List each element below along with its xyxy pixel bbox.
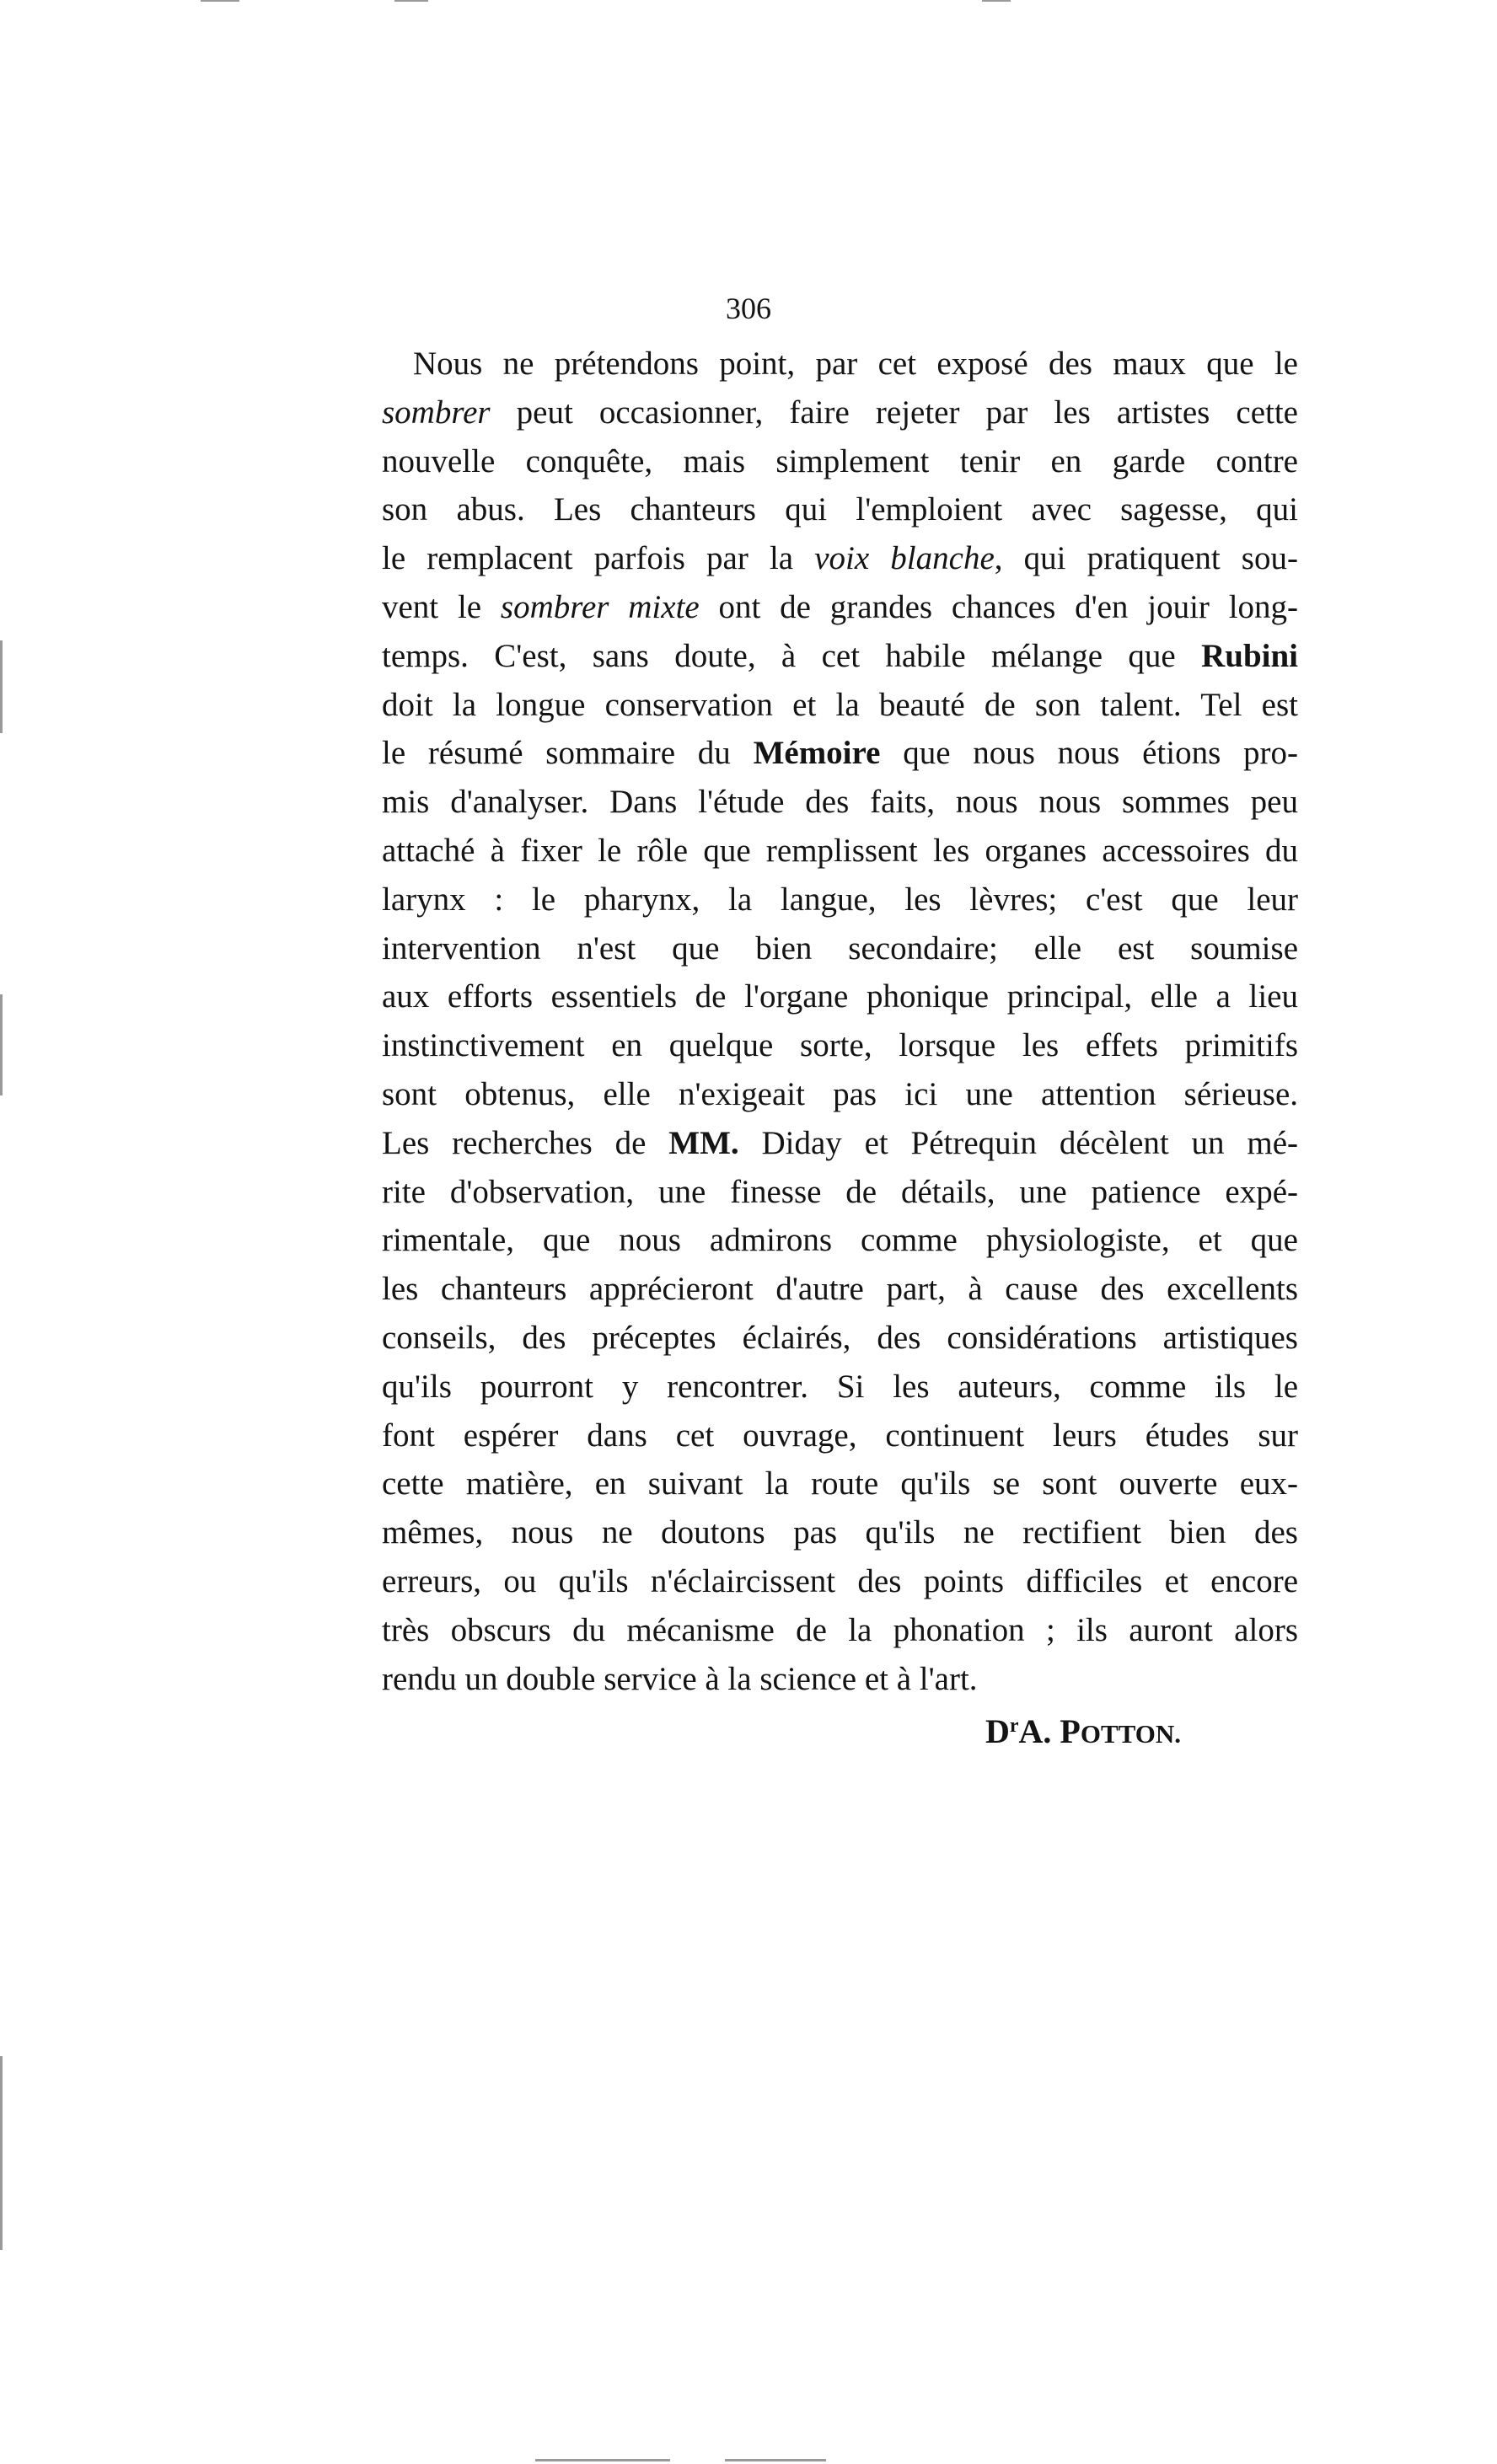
text-segment: qu'ils pourront y rencontrer. Si les auteurs, comme ils le [382,1368,1298,1405]
text-segment: conseils, des préceptes éclairés, des considérations artistiques [382,1319,1298,1356]
text-segment: rite d'observation, une finesse de détails, une patience expé- [382,1173,1298,1210]
text-segment: , qui pratiquent sou- [994,540,1298,577]
text-segment: Les recherches de [382,1124,669,1161]
text-line [382,1363,1298,1411]
text-line [382,729,1298,778]
text-segment: intervention n'est que bien secondaire; elle est soumise [382,929,1298,967]
scan-mark-top-1 [201,0,239,2]
text-segment: nouvelle conquête, mais simplement tenir en garde contre [382,442,1298,479]
text-segment: erreurs, ou qu'ils n'éclaircissent des points difficiles et encore [382,1562,1298,1599]
text-line [382,876,1298,924]
text-line [382,1168,1298,1217]
text-line [382,1508,1298,1557]
signature-initial: A. [1018,1712,1052,1750]
text-line [382,632,1298,681]
text-segment: Diday et Pétrequin décèlent un mé- [738,1124,1298,1161]
text-line [382,1655,1298,1704]
text-line [382,778,1298,827]
text-segment: rendu un double service à la science et à l'art. [382,1660,978,1697]
text-segment: Nous ne prétendons point, par cet exposé des maux que le [413,345,1298,382]
signature-title: D [985,1712,1010,1750]
text-line [382,1557,1298,1606]
bold-term: MM. [668,1124,739,1161]
text-line [382,1411,1298,1460]
text-line [382,1070,1298,1119]
text-line [382,388,1298,437]
text-line [382,437,1298,486]
text-segment: cette matière, en suivant la route qu'ils se sont ouverte eux- [382,1465,1298,1503]
text-segment: attaché à fixer le rôle que remplissent les organes accessoires du [382,832,1298,869]
text-line [382,534,1298,583]
signature-surname-rest: OTTON. [1080,1719,1181,1749]
text-segment: le remplacent parfois par la [382,540,815,577]
italic-term: sombrer [382,394,491,431]
signature-title-sup: r [1009,1715,1019,1737]
text-segment: font espérer dans cet ouvrage, continuent leurs études sur [382,1417,1298,1454]
scan-mark-bottom-1 [535,2459,670,2461]
text-line [382,1460,1298,1508]
italic-term: voix blanche [814,540,995,577]
text-line [382,1314,1298,1363]
text-segment: instinctivement en quelque sorte, lorsque les effets primitifs [382,1027,1298,1064]
text-line [382,1119,1298,1168]
bold-term: Rubini [1201,637,1298,674]
text-segment: sont obtenus, elle n'exigeait pas ici une attention sérieuse. [382,1075,1298,1112]
text-segment: doit la longue conservation et la beauté de son talent. Tel est [382,686,1298,723]
text-segment: peut occasionner, faire rejeter par les artistes cette [490,394,1298,431]
text-line [382,1606,1298,1655]
body-paragraph [382,340,1298,1703]
text-segment: mêmes, nous ne doutons pas qu'ils ne rectifient bien des [382,1514,1298,1551]
scan-mark-left-2 [0,994,3,1095]
text-line [382,827,1298,876]
scan-mark-top-3 [982,0,1011,2]
italic-term: sombrer mixte [500,588,700,625]
text-segment: très obscurs du mécanisme de la phonation ; ils auront alors [382,1611,1298,1648]
scan-mark-top-2 [394,0,428,2]
scan-mark-left-1 [0,640,3,733]
scan-mark-left-3 [0,2056,3,2250]
signature [985,1712,1181,1750]
text-line [382,583,1298,632]
text-segment: aux efforts essentiels de l'organe phonique principal, elle a lieu [382,978,1298,1015]
text-segment: larynx : le pharynx, la langue, les lèvres; c'est que leur [382,881,1298,918]
text-segment: temps. C'est, sans doute, à cet habile mélange que [382,637,1202,674]
bold-term: Mémoire [753,735,881,772]
text-segment: mis d'analyser. Dans l'étude des faits, nous nous sommes peu [382,784,1298,821]
text-line [382,1021,1298,1070]
text-line [382,1265,1298,1314]
text-segment: le résumé sommaire du [382,735,754,772]
text-line [382,924,1298,973]
page-number: 306 [726,292,771,325]
text-segment: que nous nous étions pro- [880,735,1298,772]
text-line [382,681,1298,730]
text-segment: rimentale, que nous admirons comme physiologiste, et que [382,1222,1298,1259]
text-segment: ont de grandes chances d'en jouir long- [699,588,1299,625]
text-segment: les chanteurs apprécieront d'autre part, à cause des excellents [382,1271,1298,1308]
text-line [382,972,1298,1021]
text-line [382,485,1298,534]
text-segment: son abus. Les chanteurs qui l'emploient avec sagesse, qui [382,491,1298,528]
text-line [382,340,1298,388]
text-segment: vent le [382,588,501,625]
text-line [382,1216,1298,1265]
scan-mark-bottom-2 [725,2459,826,2461]
signature-surname-cap: P [1060,1712,1081,1750]
